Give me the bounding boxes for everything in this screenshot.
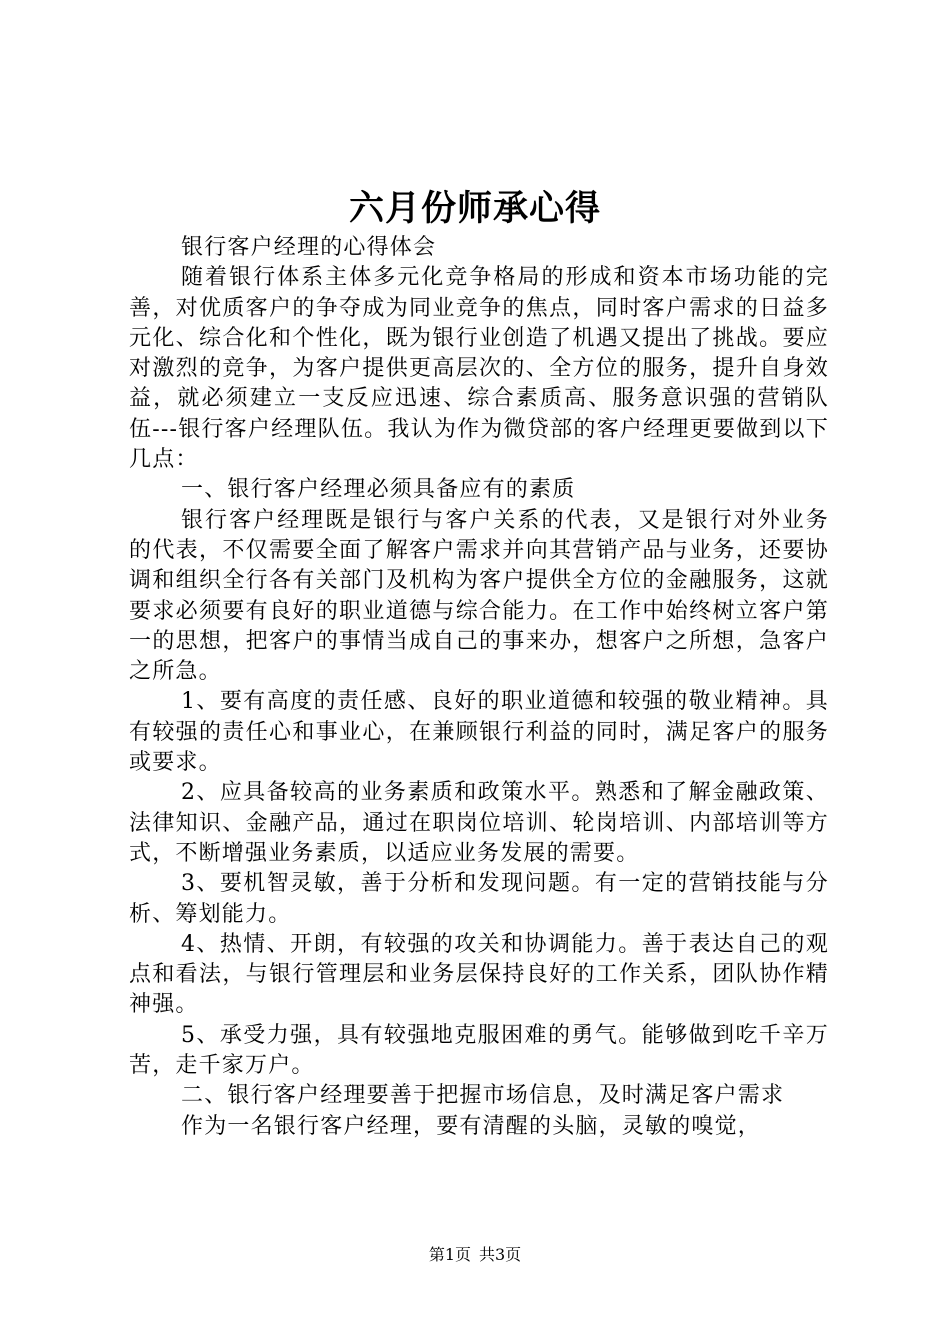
document-title: 六月份师承心得 (348, 188, 601, 229)
paragraph: 随着银行体系主体多元化竞争格局的形成和资本市场功能的完善，对优质客户的争夺成为同业竞争的焦点，同时客户需求的日益多元化、综合化和个性化，既为银行业创造了机遇又提出了挑战。要应对激烈的竞争，为客户提供更高层次的、全方位的服务，提升自身效益，就必须建立一支反应迅速、综合素质高、服务意识强的营销队伍---银行客户经理队伍。我认为作为微贷部的客户经理更要做到以下几点： (129, 265, 829, 473)
document-body (129, 233, 829, 1142)
paragraph: 银行客户经理的心得体会 (181, 235, 437, 260)
page-number: 第1页 (428, 1245, 471, 1264)
paragraph: 银行客户经理既是银行与客户关系的代表，又是银行对外业务的代表，不仅需要全面了解客户需求并向其营销产品与业务，还要协调和组织全行各有关部门及机构为客户提供全方位的金融服务，这就要求必须要有良好的职业道德与综合能力。在工作中始终树立客户第一的思想，把客户的事情当成自己的事来办，想客户之所想，急客户之所急。 (129, 507, 829, 685)
paragraph: 5、承受力强，具有较强地克服困难的勇气。能够做到吃千辛万苦，走千家万户。 (129, 1022, 829, 1079)
paragraph: 4、热情、开朗，有较强的攻关和协调能力。善于表达自己的观点和看法，与银行管理层和业务层保持良好的工作关系，团队协作精神强。 (129, 931, 829, 1018)
paragraph: 一、银行客户经理必须具备应有的素质 (181, 477, 576, 503)
paragraph: 2、应具备较高的业务素质和政策水平。熟悉和了解金融政策、法律知识、金融产品，通过在职岗位培训、轮岗培训、内部培训等方式，不断增强业务素质，以适应业务发展的需要。 (129, 780, 829, 866)
paragraph: 作为一名银行客户经理，要有清醒的头脑，灵敏的嗅觉， (181, 1113, 762, 1139)
paragraph: 二、银行客户经理要善于把握市场信息，及时满足客户需求 (181, 1083, 785, 1109)
page-footer (0, 1244, 950, 1266)
paragraph: 1、要有高度的责任感、良好的职业道德和较强的敬业精神。具有较强的责任心和事业心，在兼顾银行利益的同时，满足客户的服务或要求。 (129, 689, 829, 776)
paragraph: 3、要机智灵敏，善于分析和发现问题。有一定的营销技能与分析、筹划能力。 (129, 871, 829, 927)
page-total: 共3页 (479, 1245, 522, 1264)
